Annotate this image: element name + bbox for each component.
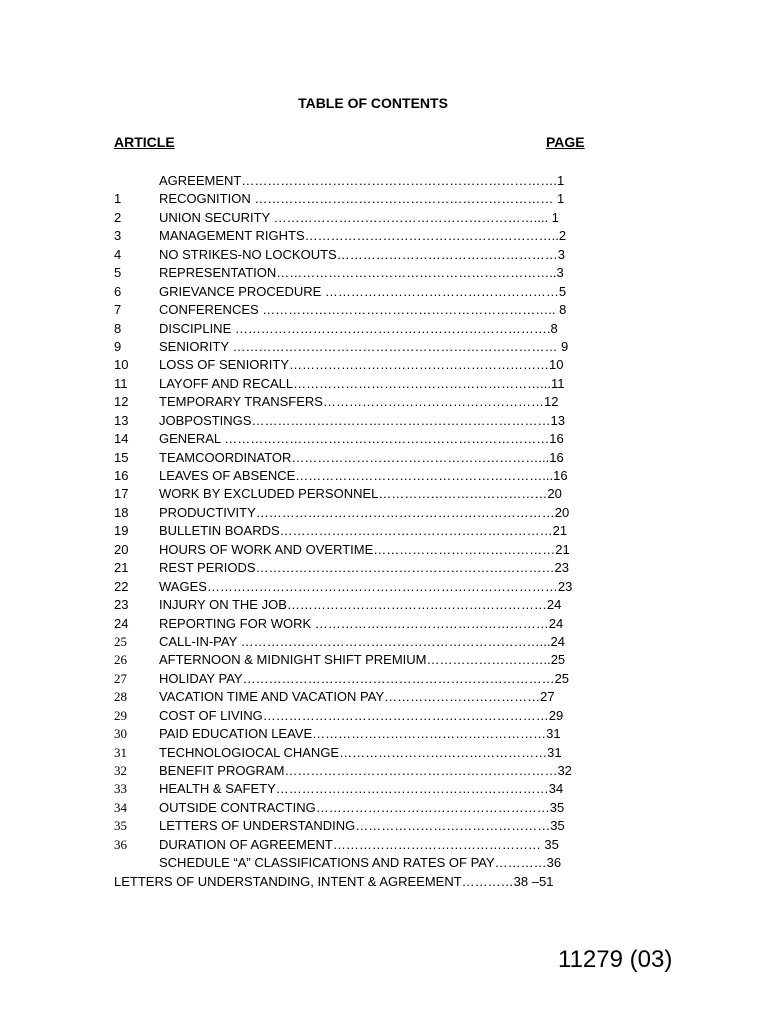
article-entry: REPRESENTATION………………………………………………………..3 [159, 265, 564, 281]
article-entry: GRIEVANCE PROCEDURE ………………………………………………5 [159, 283, 567, 299]
article-number: 16 [114, 468, 129, 483]
toc-row [0, 283, 770, 301]
toc-row [0, 541, 770, 559]
toc-row [0, 688, 770, 706]
article-number: 10 [114, 357, 129, 373]
article-number: 15 [114, 449, 129, 465]
article-entry: LETTERS OF UNDERSTANDING………………………………………35 [159, 818, 565, 834]
article-entry: TEAMCOORDINATOR…………………………………………………...16 [159, 449, 564, 465]
article-entry: COST OF LIVING…………………………………………………………29 [159, 707, 564, 723]
article-entry: BENEFIT PROGRAM………………………………………………………32 [159, 763, 572, 778]
article-number: 14 [114, 431, 129, 447]
article-number: 8 [114, 320, 122, 336]
article-entry: LOSS OF SENIORITY……………………………………………………10 [159, 357, 564, 373]
article-entry: SCHEDULE “A” CLASSIFICATIONS AND RATES OF PAY…………36 [159, 855, 562, 871]
article-number: 7 [114, 302, 122, 318]
article-number: 17 [114, 486, 129, 502]
article-number: 4 [114, 246, 122, 262]
article-entry: REST PERIODS……………………………………………………………23 [159, 560, 570, 576]
toc-row [0, 762, 770, 780]
article-entry: AFTERNOON & MIDNIGHT SHIFT PREMIUM………………………..25 [159, 652, 566, 668]
article-number: 18 [114, 504, 129, 520]
article-entry: OUTSIDE CONTRACTING………………………………………………35 [159, 799, 565, 815]
toc-row [0, 172, 770, 190]
toc-row [0, 190, 770, 208]
toc-row [0, 467, 770, 485]
page-title: TABLE OF CONTENTS [298, 95, 448, 111]
article-number: 28 [114, 689, 127, 705]
article-entry: DISCIPLINE ……………………………………………………………….8 [159, 320, 558, 336]
toc-row [0, 449, 770, 467]
toc-row [0, 799, 770, 817]
article-number: 19 [114, 523, 129, 539]
toc-row [0, 836, 770, 854]
toc-row [0, 301, 770, 319]
article-number: 2 [114, 209, 122, 225]
article-entry: TECHNOLOGIOCAL CHANGE…………………………………………31 [159, 744, 562, 760]
article-number: 6 [114, 283, 122, 299]
article-number: 27 [114, 670, 127, 686]
article-number: 26 [114, 652, 127, 668]
article-entry: VACATION TIME AND VACATION PAY………………………………27 [159, 689, 555, 705]
article-entry: JOBPOSTINGS……………………………………………………………13 [159, 412, 565, 428]
article-number: 32 [114, 763, 127, 778]
article-entry: RECOGNITION …………………………………………………………… 1 [159, 191, 565, 207]
article-entry: CALL-IN-PAY ……………………………………………………………...24 [159, 633, 565, 649]
article-entry: WORK BY EXCLUDED PERSONNEL…………………………………20 [159, 486, 562, 502]
article-number: 3 [114, 228, 122, 244]
article-number: 36 [114, 836, 127, 852]
article-number: 31 [114, 744, 127, 760]
toc-list [0, 172, 770, 891]
article-number: 9 [114, 338, 122, 354]
toc-row [0, 393, 770, 411]
article-column-header: ARTICLE [114, 134, 175, 150]
article-number: 24 [114, 615, 129, 631]
article-number: 11 [114, 375, 128, 391]
article-entry: LEAVES OF ABSENCE…………………………………………………...16 [159, 468, 568, 483]
toc-row [0, 227, 770, 245]
toc-row [0, 615, 770, 633]
article-entry: WAGES………………………………………………………………………23 [159, 578, 573, 594]
toc-row [0, 356, 770, 374]
article-entry: NO STRIKES-NO LOCKOUTS……………………………………………3 [159, 246, 565, 262]
article-entry: MANAGEMENT RIGHTS…………………………………………………..2 [159, 228, 567, 244]
article-number: 5 [114, 265, 122, 281]
article-entry: INJURY ON THE JOB……………………………………………………24 [159, 597, 562, 613]
article-entry: HOLIDAY PAY………………………………………………………………25 [159, 670, 570, 686]
article-number: 13 [114, 412, 129, 428]
article-entry: PAID EDUCATION LEAVE………………………………………………31 [159, 726, 561, 742]
document-id: 11279 (03) [558, 946, 673, 973]
letters-of-understanding-entry: LETTERS OF UNDERSTANDING, INTENT & AGREEMENT…………38 –51 [114, 873, 554, 889]
article-entry: PRODUCTIVITY……………………………………………………………20 [159, 504, 570, 520]
article-number: 33 [114, 781, 127, 797]
toc-row [0, 780, 770, 798]
article-number: 25 [114, 633, 127, 649]
toc-row [0, 320, 770, 338]
article-number: 30 [114, 726, 127, 742]
toc-row [0, 375, 770, 393]
article-number: 21 [114, 560, 129, 576]
toc-row [0, 338, 770, 356]
article-entry: REPORTING FOR WORK ………………………………………………24 [159, 615, 564, 631]
toc-row [0, 725, 770, 743]
article-number: 29 [114, 707, 127, 723]
toc-row [0, 522, 770, 540]
article-entry: UNION SECURITY …………………………………………………….... 1 [159, 209, 559, 225]
article-number: 1 [114, 191, 122, 207]
toc-row [0, 209, 770, 227]
article-entry: SENIORITY ………………………………………………………………… 9 [159, 338, 569, 354]
toc-row [0, 707, 770, 725]
toc-row [0, 633, 770, 651]
toc-row [0, 744, 770, 762]
article-entry: LAYOFF AND RECALL…………………………………………………...11 [159, 375, 565, 391]
article-entry: AGREEMENT……………………………………………………………….1 [159, 173, 565, 188]
toc-row [0, 670, 770, 688]
article-number: 12 [114, 394, 129, 410]
article-number: 35 [114, 818, 127, 834]
page-column-header: PAGE [546, 134, 585, 150]
toc-row [0, 651, 770, 669]
article-entry: TEMPORARY TRANSFERS……………………………………………12 [159, 394, 559, 410]
article-number: 20 [114, 541, 129, 557]
article-number: 22 [114, 578, 129, 594]
article-entry: GENERAL …………………………………………………………………16 [159, 431, 564, 447]
toc-row [0, 430, 770, 448]
toc-row [0, 485, 770, 503]
article-entry: DURATION OF AGREEMENT………………………………………… 35 [159, 836, 559, 852]
toc-row [0, 854, 770, 872]
toc-row [0, 264, 770, 282]
article-number: 23 [114, 597, 129, 613]
toc-row [0, 817, 770, 835]
toc-row [0, 873, 770, 891]
toc-row [0, 559, 770, 577]
article-entry: HOURS OF WORK AND OVERTIME……………………………………21 [159, 541, 570, 557]
article-number: 34 [114, 799, 127, 815]
article-entry: CONFERENCES ………………………………………………………….. 8 [159, 302, 567, 318]
toc-row [0, 412, 770, 430]
article-entry: HEALTH & SAFETY………………………………………………………34 [159, 781, 564, 797]
toc-row [0, 578, 770, 596]
article-entry: BULLETIN BOARDS………………………………………………………21 [159, 523, 568, 539]
toc-row [0, 504, 770, 522]
toc-row [0, 596, 770, 614]
toc-row [0, 246, 770, 264]
